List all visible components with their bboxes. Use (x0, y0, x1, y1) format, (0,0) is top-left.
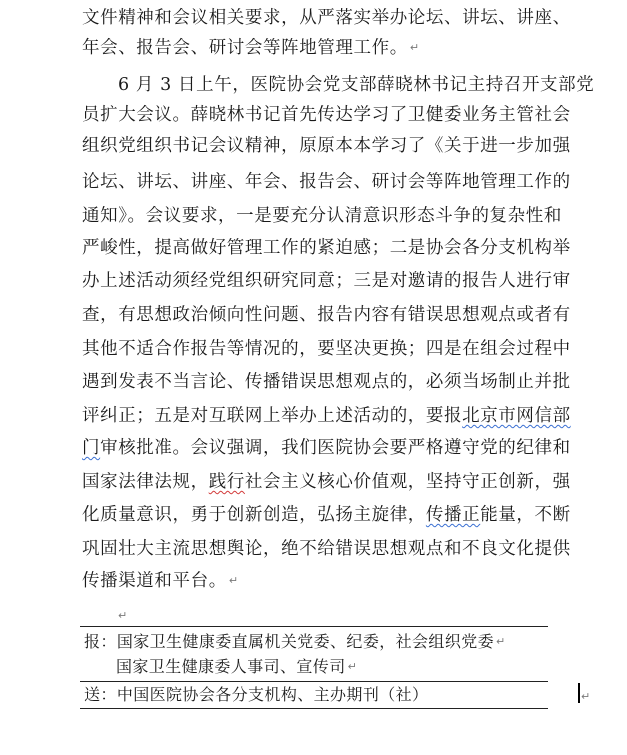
text-line (82, 303, 571, 327)
text-line (82, 6, 571, 30)
text-line (118, 73, 594, 97)
text-run: 巩固壮大主流思想舆论，绝不给错误思想观点和不良文化提供 (82, 539, 571, 559)
text-line (82, 537, 571, 561)
text-run: 6 月 3 日上午，医院协会党支部薛晓林书记主持召开支部党 (118, 75, 595, 95)
grammar-flag-text[interactable]: 传播正 (425, 505, 481, 525)
report-recipients: 国家卫生健康委人事司、宣传司 (116, 657, 346, 676)
text-run: 评纠正；五是对互联网上举办上述活动的，要报 (82, 406, 463, 426)
report-row-continued (116, 655, 357, 679)
report-recipients: 国家卫生健康委直属机关党委、纪委，社会组织党委 (116, 632, 495, 651)
empty-paragraph (116, 604, 128, 628)
text-run: 社会主义核心价值观，坚持守正创新，强 (244, 472, 571, 492)
grammar-flag-text[interactable]: 门 (82, 438, 101, 458)
bottom-rule (80, 708, 548, 709)
text-line (82, 470, 571, 494)
middle-rule (80, 681, 548, 682)
text-line (82, 569, 239, 593)
text-run: 通知》。会议要求，一是要充分认清意识形态斗争的复杂性和 (82, 206, 562, 226)
text-line (82, 134, 571, 158)
text-line (82, 503, 571, 527)
paragraph-mark-icon: ↵ (118, 609, 128, 622)
text-run: 论坛、讲坛、讲座、年会、报告会、研讨会等阵地管理工作的 (82, 172, 571, 192)
paragraph-mark-icon: ↵ (409, 41, 420, 54)
spelling-flag-text[interactable]: 践行 (208, 472, 245, 492)
paragraph-mark-icon: ↵ (347, 660, 358, 673)
text-line (82, 170, 571, 194)
top-rule (80, 626, 548, 627)
grammar-flag-text[interactable]: 北京市网信部 (462, 406, 571, 426)
send-row (84, 683, 428, 707)
text-line (82, 404, 571, 428)
text-run: 其他不适合作报告等情况的，要坚决更换；四是在组会过程中 (82, 339, 571, 359)
text-cursor (578, 683, 580, 703)
text-line (82, 370, 571, 394)
text-run: 化质量意识，勇于创新创造，弘扬主旋律， (82, 505, 426, 525)
text-line (82, 204, 562, 228)
text-run: 组织党组织书记会议精神，原原本本学习了《关于进一步加强 (82, 136, 571, 156)
send-label: 送： (84, 685, 117, 704)
text-run: 员扩大会议。薛晓林书记首先传达学习了卫健委业务主管社会 (82, 105, 571, 125)
report-row (84, 630, 506, 654)
text-line (82, 269, 571, 293)
paragraph-mark-icon: ↵ (228, 574, 239, 587)
text-run: 办上述活动须经党组织研究同意；三是对邀请的报告人进行审 (82, 271, 571, 291)
text-line (82, 103, 571, 127)
text-run: 文件精神和会议相关要求，从严落实举办论坛、讲坛、讲座、 (82, 8, 571, 28)
text-run: 传播渠道和平台。 (82, 571, 227, 591)
text-run: 能量，不断 (480, 505, 571, 525)
text-run: 审核批准。会议强调，我们医院协会要严格遵守党的纪律和 (100, 438, 571, 458)
text-line (82, 337, 571, 361)
send-recipients: 中国医院协会各分支机构、主办期刊（社） (116, 685, 429, 704)
text-run: 查，有思想政治倾向性问题、报告内容有错误思想观点或者有 (82, 305, 571, 325)
paragraph-mark-icon: ↵ (581, 690, 591, 703)
text-run: 严峻性，提高做好管理工作的紧迫感；二是协会各分支机构举 (82, 238, 571, 258)
report-label: 报： (84, 632, 117, 651)
text-run: 国家法律法规， (82, 472, 209, 492)
text-line (82, 36, 420, 60)
text-line (82, 236, 571, 260)
text-line (82, 436, 571, 460)
text-run: 遇到发表不当言论、传播错误思想观点的，必须当场制止并批 (82, 372, 571, 392)
text-run: 年会、报告会、研讨会等阵地管理工作。 (82, 38, 408, 58)
paragraph-mark-icon: ↵ (496, 635, 506, 648)
